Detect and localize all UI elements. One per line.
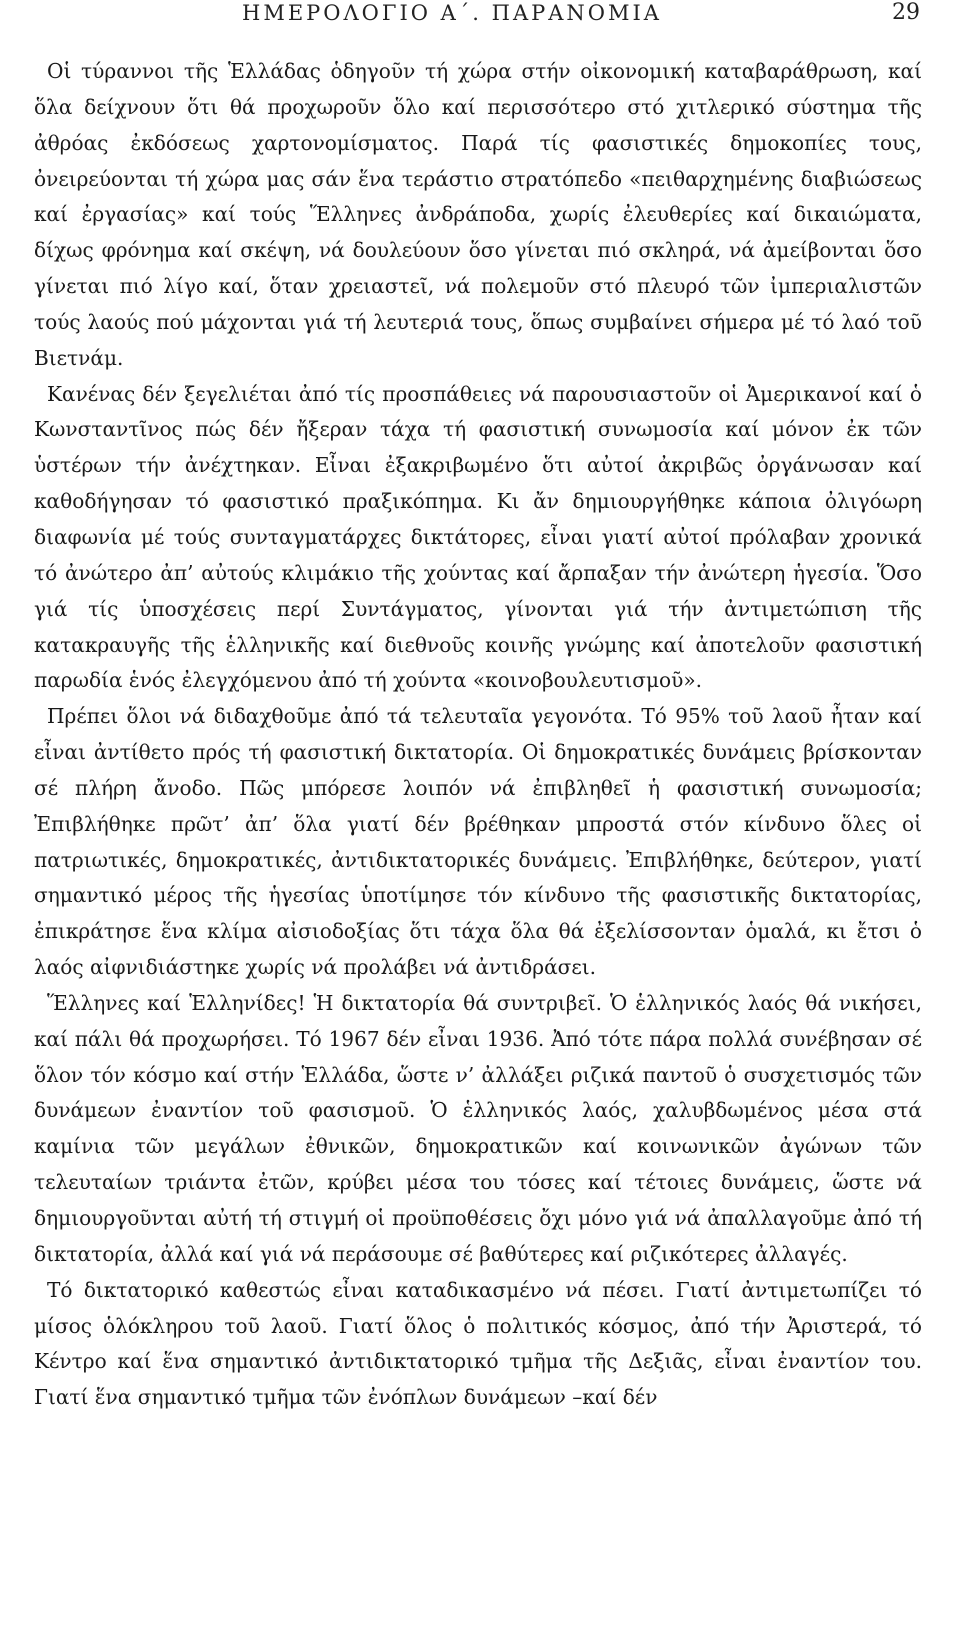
body-text (34, 54, 922, 1416)
running-header (34, 0, 922, 36)
running-title: ΗΜΕΡΟΛΟΓΙΟ Α΄. ΠΑΡΑΝΟΜΙΑ (242, 1, 662, 25)
paragraph-3: Πρέπει ὅλοι νά διδαχθοῦμε ἀπό τά τελευταῖα γεγονότα. Τό 95% τοῦ λαοῦ ἦταν καί εἶναι ἀντίθετο πρός τή φασιστική δικτατορία. Οἱ δημοκρατικές δυνάμεις βρίσκονταν σέ πλήρη ἄνοδο. Πῶς μπόρεσε λοιπόν νά ἐπιβληθεῖ ἡ φασιστική συνωμοσία; Ἐπιβλήθηκε πρῶτ’ ἀπ’ ὅλα γιατί δέν βρέθηκαν μπροστά στόν κίνδυνο ὅλες οἱ πατριωτικές, δημοκρατικές, ἀντιδικτατορικές δυνάμεις. Ἐπιβλήθηκε, δεύτερον, γιατί σημαντικό μέρος τῆς ἡγεσίας ὑποτίμησε τόν κίνδυνο τῆς φασιστικῆς δικτατορίας, ἐπικράτησε ἕνα κλίμα αἰσιοδοξίας ὅτι τάχα ὅλα θά ἐξελίσσονταν ὁμαλά, κι ἔτσι ὁ λαός αἰφνιδιάστηκε χωρίς νά προλάβει νά ἀντιδράσει. (34, 704, 922, 980)
paragraph-4: Ἕλληνες καί Ἑλληνίδες! Ἡ δικτατορία θά συντριβεῖ. Ὁ ἑλληνικός λαός θά νικήσει, καί πάλι θά προχωρήσει. Τό 1967 δέν εἶναι 1936. Ἀπό τότε πάρα πολλά συνέβησαν σέ ὅλον τόν κόσμο καί στήν Ἑλλάδα, ὥστε ν’ ἀλλάξει ριζικά παντοῦ ὁ συσχετισμός τῶν δυνάμεων ἐναντίον τοῦ φασισμοῦ. Ὁ ἑλληνικός λαός, χαλυβδωμένος μέσα στά καμίνια τῶν μεγάλων ἐθνικῶν, δημοκρατικῶν καί κοινωνικῶν ἀγώνων τῶν τελευταίων τριάντα ἐτῶν, κρύβει μέσα του τόσες καί τέτοιες δυνάμεις, ὥστε νά δημιουργοῦνται αὐτή τή στιγμή οἱ προϋποθέσεις ὄχι μόνο γιά νά ἀπαλλαγοῦμε ἀπό τή δικτατορία, ἀλλά καί γιά νά περάσουμε σέ βαθύτερες καί ριζικότερες ἀλλαγές. (34, 990, 922, 1266)
page-number: 29 (892, 0, 920, 25)
paragraph-5: Τό δικτατορικό καθεστώς εἶναι καταδικασμένο νά πέσει. Γιατί ἀντιμετωπίζει τό μίσος ὁλόκληρου τοῦ λαοῦ. Γιατί ὅλος ὁ πολιτικός κόσμος, ἀπό τήν Ἀριστερά, τό Κέντρο καί ἕνα σημαντικό ἀντιδικτατορικό τμῆμα τῆς Δεξιᾶς, εἶναι ἐναντίον του. Γιατί ἕνα σημαντικό τμῆμα τῶν ἐνόπλων δυνάμεων –καί δέν (34, 1277, 922, 1410)
document-page (34, 0, 922, 1639)
paragraph-1: Οἱ τύραννοι τῆς Ἑλλάδας ὁδηγοῦν τή χώρα στήν οἰκονομική καταβαράθρωση, καί ὅλα δείχνουν ὅτι θά προχωροῦν ὅλο καί περισσότερο στό χιτλερικό σύστημα τῆς ἀθρόας ἐκδόσεως χαρτονομίσματος. Παρά τίς φασιστικές δημοκοπίες τους, ὀνειρεύονται τή χώρα μας σάν ἕνα τεράστιο στρατόπεδο «πειθαρχημένης διαβιώσεως καί ἐργασίας» καί τούς Ἕλληνες ἀνδράποδα, χωρίς ἐλευθερίες καί δικαιώματα, δίχως φρόνημα καί σκέψη, νά δουλεύουν ὅσο γίνεται πιό σκληρά, νά ἀμείβονται ὅσο γίνεται πιό λίγο καί, ὅταν χρειαστεῖ, νά πολεμοῦν στό πλευρό τῶν ἰμπεριαλιστῶν τούς λαούς πού μάχονται γιά τή λευτεριά τους, ὅπως συμβαίνει σήμερα μέ τό λαό τοῦ Βιετνάμ. (34, 59, 922, 370)
paragraph-2: Κανένας δέν ξεγελιέται ἀπό τίς προσπάθειες νά παρουσιαστοῦν οἱ Ἀμερικανοί καί ὁ Κωνσταντῖνος πώς δέν ἤξεραν τάχα τή φασιστική συνωμοσία καί μόνον ἐκ τῶν ὑστέρων τήν ἀνέχτηκαν. Εἶναι ἐξακριβωμένο ὅτι αὐτοί ἀκριβῶς ὀργάνωσαν καί καθοδήγησαν τό φασιστικό πραξικόπημα. Κι ἄν δημιουργήθηκε κάποια ὀλιγόωρη διαφωνία μέ τούς συνταγματάρχες δικτάτορες, εἶναι γιατί αὐτοί πρόλαβαν χρονικά τό ἀνώτερο ἀπ’ αὐτούς κλιμάκιο τῆς χούντας καί ἄρπαξαν τήν ἀνώτερη ἡγεσία. Ὅσο γιά τίς ὑποσχέσεις περί Συντάγματος, γίνονται γιά τήν ἀντιμετώπιση τῆς κατακραυγῆς τῆς ἑλληνικῆς καί διεθνοῦς κοινῆς γνώμης καί ἀποτελοῦν φασιστική παρωδία ἑνός ἐλεγχόμενου ἀπό τή χούντα «κοινοβουλευτισμοῦ». (34, 381, 922, 693)
